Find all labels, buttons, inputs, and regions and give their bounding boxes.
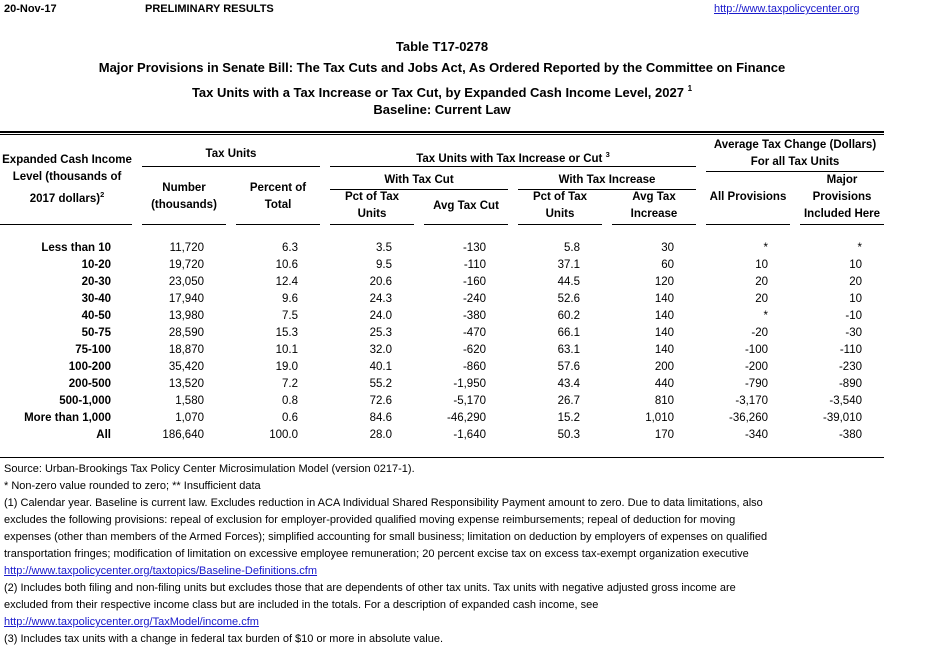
cell-avg-increase: 140 (654, 344, 674, 356)
cell-avg-increase: 120 (654, 276, 674, 288)
table-row (0, 393, 884, 410)
footnote-1-line: (1) Calendar year. Baseline is current law. Excludes reduction in ACA Individual Shared Responsibility Payment amount to zero. Due to data limitations, also (4, 497, 763, 509)
group-header-increase-cut (330, 146, 696, 168)
cell-major-provisions: -380 (838, 429, 862, 441)
cell-income-level: 500-1,000 (59, 395, 111, 407)
col-header-income-text: Expanded Cash Income Level (thousands of 2017 dollars) (2, 154, 132, 205)
cell-pct-increase: 66.1 (557, 327, 580, 339)
cell-pct-cut: 20.6 (369, 276, 392, 288)
cell-major-provisions: -30 (845, 327, 862, 339)
cell-major-provisions: -890 (838, 378, 862, 390)
top-bar (4, 3, 940, 19)
col-header-major-provisions: Major Provisions Included Here (803, 174, 881, 220)
cell-major-provisions: -10 (845, 310, 862, 322)
cell-all-provisions: 10 (755, 259, 768, 271)
cell-all-provisions: -790 (744, 378, 768, 390)
cell-percent-total: 15.3 (275, 327, 298, 339)
cell-percent-total: 7.2 (282, 378, 298, 390)
cell-number: 186,640 (162, 429, 204, 441)
cell-avg-cut: -1,950 (453, 378, 486, 390)
group-header-tax-units: Tax Units (205, 148, 257, 160)
cell-pct-cut: 24.3 (369, 293, 392, 305)
cell-avg-cut: -240 (462, 293, 486, 305)
cell-pct-cut: 32.0 (369, 344, 392, 356)
cell-percent-total: 10.6 (275, 259, 298, 271)
cell-avg-cut: -5,170 (453, 395, 486, 407)
income-definition-link[interactable]: http://www.taxpolicycenter.org/TaxModel/income.cfm (4, 616, 259, 628)
cell-income-level: More than 1,000 (24, 412, 111, 424)
cell-pct-increase: 50.3 (557, 429, 580, 441)
header-bottom-rule (612, 224, 696, 225)
subtitle-text: Tax Units with a Tax Increase or Tax Cut, by Expanded Cash Income Level, 2027 (191, 85, 684, 100)
cell-avg-increase: 810 (654, 395, 674, 407)
table-row (0, 308, 884, 325)
cell-pct-increase: 5.8 (564, 242, 580, 254)
cell-income-level: Less than 10 (41, 242, 111, 254)
cell-number: 17,940 (168, 293, 204, 305)
footnote-2-line: (2) Includes both filing and non-filing units but excludes those that are dependents of other tax units. Tax units with negative adjusted gross income are (4, 582, 736, 594)
cell-pct-increase: 44.5 (557, 276, 580, 288)
col-header-all-provisions: All Provisions (709, 191, 787, 203)
website-link[interactable]: http://www.taxpolicycenter.org (714, 3, 860, 15)
cell-avg-cut: -860 (462, 361, 486, 373)
cell-avg-cut: -470 (462, 327, 486, 339)
source-note: Source: Urban-Brookings Tax Policy Center Microsimulation Model (version 0217-1). (4, 463, 415, 475)
group-rule (330, 166, 696, 167)
cell-percent-total: 9.6 (282, 293, 298, 305)
cell-number: 13,980 (168, 310, 204, 322)
cell-all-provisions: 20 (755, 276, 768, 288)
footnote-ref: 3 (605, 150, 610, 159)
cell-pct-cut: 72.6 (369, 395, 392, 407)
status-label: PRELIMINARY RESULTS (145, 3, 274, 15)
col-header-percent-total: Percent of Total (249, 182, 307, 211)
footnotes (4, 461, 884, 648)
cell-all-provisions: -3,170 (735, 395, 768, 407)
header-bottom-rule (236, 224, 320, 225)
group-header-increase-cut-text: Tax Units with Tax Increase or Cut (416, 153, 603, 165)
table-id: Table T17-0278 (395, 39, 489, 54)
cell-pct-cut: 25.3 (369, 327, 392, 339)
group-rule (142, 166, 320, 167)
table-body (0, 240, 884, 444)
table-bottom-rule (0, 457, 884, 458)
table-row (0, 359, 884, 376)
cell-avg-cut: -130 (462, 242, 486, 254)
cell-avg-cut: -46,290 (446, 412, 486, 424)
cell-income-level: 200-500 (68, 378, 111, 390)
footnote-3: (3) Includes tax units with a change in federal tax burden of $10 or more in absolute value. (4, 633, 444, 645)
cell-avg-increase: 140 (654, 293, 674, 305)
subgroup-header-tax-increase: With Tax Increase (558, 174, 656, 186)
cell-all-provisions: * (763, 242, 768, 254)
footnote-2-line: excluded from their respective income class but are included in the totals. For a description of expanded cash income, see (4, 599, 599, 611)
cell-major-provisions: -110 (839, 344, 862, 356)
cell-pct-cut: 84.6 (369, 412, 392, 424)
footnote-ref: 1 (687, 84, 693, 93)
cell-pct-increase: 15.2 (557, 412, 580, 424)
cell-avg-increase: 140 (654, 310, 674, 322)
header-bottom-rule (330, 224, 414, 225)
table-subtitle (0, 78, 884, 99)
cell-income-level: 100-200 (68, 361, 111, 373)
cell-major-provisions: 10 (849, 293, 862, 305)
cell-percent-total: 0.6 (282, 412, 298, 424)
col-header-number: Number (thousands) (151, 182, 217, 211)
cell-number: 11,720 (169, 242, 204, 254)
cell-major-provisions: -39,010 (822, 412, 862, 424)
cell-income-level: 10-20 (81, 259, 111, 271)
cell-number: 28,590 (168, 327, 204, 339)
cell-pct-increase: 26.7 (557, 395, 580, 407)
footnote-1-line: transportation fringes; modification of limitation on excessive employee remuneration; 20 percent excise tax on excess tax-exempt organization executive (4, 548, 749, 560)
table-row (0, 325, 884, 342)
cell-pct-cut: 9.5 (376, 259, 392, 271)
cell-all-provisions: -20 (751, 327, 768, 339)
baseline-definitions-link[interactable]: http://www.taxpolicycenter.org/taxtopics/Baseline-Definitions.cfm (4, 565, 318, 577)
table-baseline: Baseline: Current Law (373, 102, 511, 117)
cell-avg-increase: 170 (654, 429, 674, 441)
table-row (0, 240, 884, 257)
cell-avg-increase: 140 (654, 327, 674, 339)
table-title: Major Provisions in Senate Bill: The Tax Cuts and Jobs Act, As Ordered Reported by the Committee on Finance (98, 60, 786, 75)
cell-percent-total: 10.1 (275, 344, 298, 356)
cell-number: 35,420 (168, 361, 204, 373)
cell-percent-total: 6.3 (282, 242, 298, 254)
cell-number: 1,580 (175, 395, 204, 407)
cell-pct-increase: 60.2 (557, 310, 580, 322)
report-date: 20-Nov-17 (4, 3, 57, 15)
cell-income-level: 30-40 (81, 293, 111, 305)
footnote-1-line: expenses (other than members of the Armed Forces); simplified accounting for small business; limitation on deduction by employers of expenses on qualified (4, 531, 768, 543)
cell-percent-total: 7.5 (282, 310, 298, 322)
header-bottom-rule (706, 224, 790, 225)
cell-pct-cut: 24.0 (369, 310, 392, 322)
table-row (0, 291, 884, 308)
cell-major-provisions: -230 (838, 361, 862, 373)
cell-major-provisions: 20 (849, 276, 862, 288)
cell-percent-total: 12.4 (275, 276, 298, 288)
cell-avg-increase: 200 (654, 361, 674, 373)
cell-avg-cut: -620 (462, 344, 486, 356)
cell-all-provisions: 20 (755, 293, 768, 305)
col-header-avg-cut: Avg Tax Cut (433, 200, 499, 212)
cell-income-level: 40-50 (81, 310, 111, 322)
table-row (0, 274, 884, 291)
cell-income-level: All (96, 429, 111, 441)
cell-pct-increase: 63.1 (557, 344, 580, 356)
cell-income-level: 50-75 (81, 327, 111, 339)
cell-avg-cut: -110 (463, 259, 486, 271)
cell-avg-cut: -1,640 (453, 429, 486, 441)
header-bottom-rule (424, 224, 508, 225)
cell-percent-total: 0.8 (282, 395, 298, 407)
col-header-avg-increase: Avg Tax Increase (630, 191, 678, 220)
table-titles (0, 36, 884, 120)
table-row (0, 410, 884, 427)
cell-major-provisions: * (857, 242, 862, 254)
cell-major-provisions: -3,540 (829, 395, 862, 407)
cell-percent-total: 19.0 (275, 361, 298, 373)
cell-income-level: 75-100 (75, 344, 111, 356)
cell-avg-increase: 440 (654, 378, 674, 390)
header-bottom-rule (518, 224, 602, 225)
table-row (0, 257, 884, 274)
footnote-1-line: excludes the following provisions: repeal of exclusion for employer-provided qualified moving expense reimbursements; repeal of deduction for moving (4, 514, 736, 526)
col-header-pct-increase: Pct of Tax Units (532, 191, 588, 220)
cell-pct-increase: 52.6 (557, 293, 580, 305)
cell-avg-cut: -380 (462, 310, 486, 322)
cell-avg-increase: 60 (661, 259, 674, 271)
col-header-pct-cut: Pct of Tax Units (344, 191, 400, 220)
table-row (0, 376, 884, 393)
table-row (0, 342, 884, 359)
cell-number: 19,720 (168, 259, 204, 271)
cell-all-provisions: -100 (744, 344, 768, 356)
cell-all-provisions: * (763, 310, 768, 322)
group-header-avg-change: Average Tax Change (Dollars) For all Tax Units (713, 139, 877, 168)
cell-number: 13,520 (168, 378, 204, 390)
table-row (0, 427, 884, 444)
cell-avg-increase: 30 (661, 242, 674, 254)
cell-percent-total: 100.0 (269, 429, 298, 441)
cell-all-provisions: -200 (744, 361, 768, 373)
cell-avg-increase: 1,010 (645, 412, 674, 424)
header-bottom-rule (0, 224, 132, 225)
cell-pct-increase: 57.6 (557, 361, 580, 373)
footnote-ref: 2 (100, 190, 105, 199)
cell-pct-cut: 55.2 (369, 378, 392, 390)
cell-number: 23,050 (168, 276, 204, 288)
cell-pct-cut: 40.1 (369, 361, 392, 373)
legend-note: * Non-zero value rounded to zero; ** Insufficient data (4, 480, 261, 492)
cell-pct-cut: 3.5 (376, 242, 392, 254)
cell-income-level: 20-30 (81, 276, 111, 288)
header-bottom-rule (800, 224, 884, 225)
header-double-rule (0, 131, 884, 135)
cell-pct-cut: 28.0 (369, 429, 392, 441)
cell-number: 1,070 (175, 412, 204, 424)
cell-all-provisions: -340 (744, 429, 768, 441)
cell-avg-cut: -160 (462, 276, 486, 288)
subgroup-header-tax-cut: With Tax Cut (384, 174, 454, 186)
cell-pct-increase: 37.1 (557, 259, 580, 271)
header-bottom-rule (142, 224, 226, 225)
cell-number: 18,870 (168, 344, 204, 356)
cell-major-provisions: 10 (849, 259, 862, 271)
col-header-income (0, 152, 134, 208)
cell-all-provisions: -36,260 (728, 412, 768, 424)
cell-pct-increase: 43.4 (557, 378, 580, 390)
